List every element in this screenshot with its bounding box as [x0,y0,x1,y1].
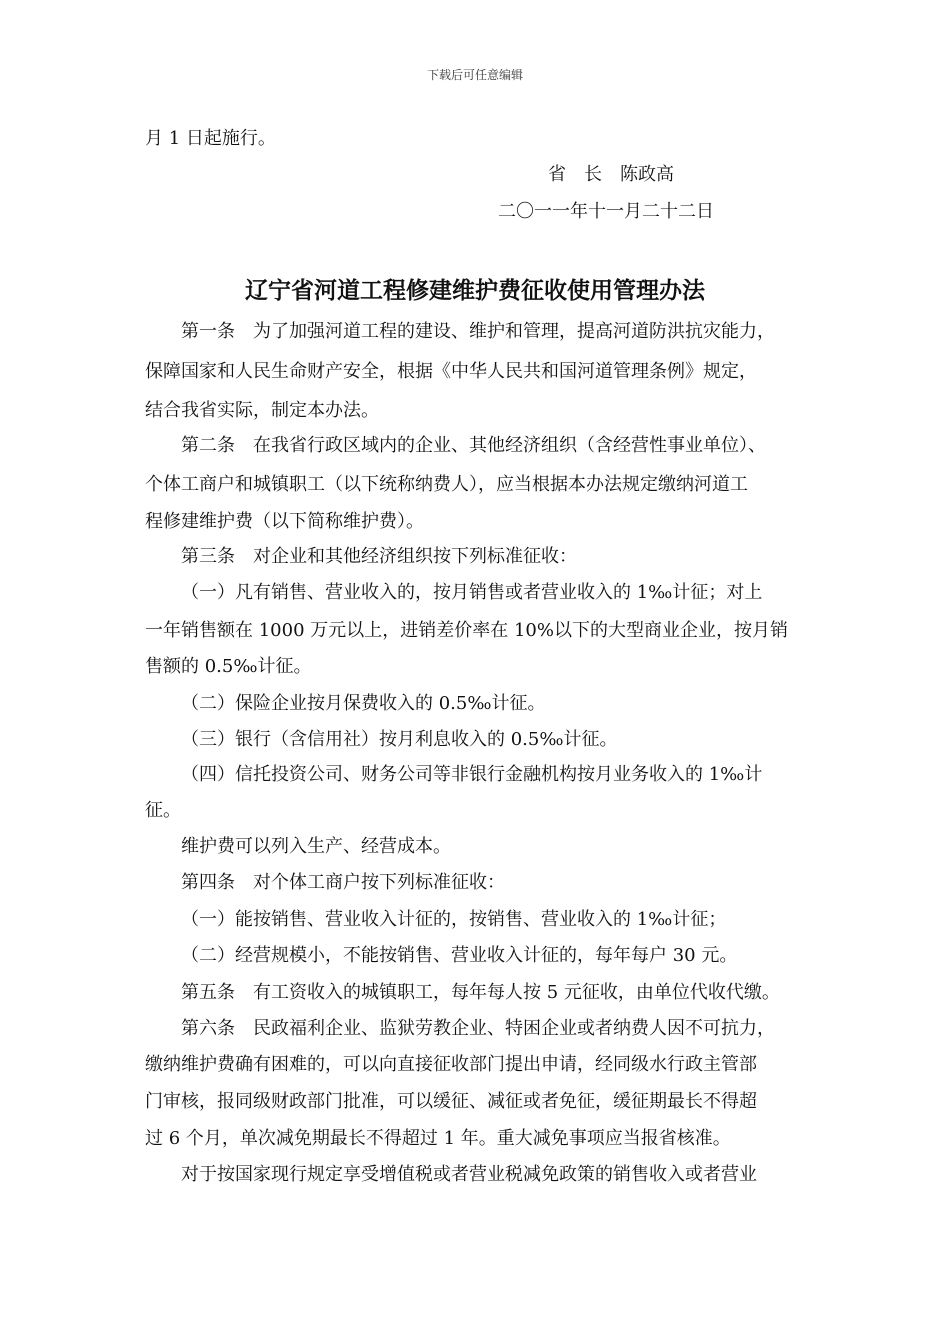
article-6-line-1: 第六条 民政福利企业、监狱劳教企业、特困企业或者纳费人因不可抗力， [181,1018,775,1039]
article-3-line-1: 第三条 对企业和其他经济组织按下列标准征收： [181,546,577,567]
document-title: 辽宁省河道工程修建维护费征收使用管理办法 [245,278,705,304]
date-line: 二〇一一年十一月二十二日 [498,201,714,222]
article-5: 第五条 有工资收入的城镇职工，每年每人按 5 元征收，由单位代收代缴。 [181,982,780,1003]
article-3-item-1-line-3: 售额的 0.5‰计征。 [145,656,312,677]
article-1-line-2: 保障国家和人民生命财产安全，根据《中华人民共和国河道管理条例》规定， [145,361,757,382]
article-3-item-1-line-1: （一）凡有销售、营业收入的，按月销售或者营业收入的 1‰计征；对上 [181,582,763,603]
article-3-item-1-line-2: 一年销售额在 1000 万元以上，进销差价率在 10%以下的大型商业企业，按月销 [145,620,788,641]
article-4-item-2: （二）经营规模小，不能按销售、营业收入计征的，每年每户 30 元。 [181,945,738,966]
article-4-line-1: 第四条 对个体工商户按下列标准征收： [181,872,505,893]
effective-date-line: 月 1 日起施行。 [145,128,276,149]
article-2-line-1: 第二条 在我省行政区域内的企业、其他经济组织（含经营性事业单位）、 [181,435,766,456]
cost-note: 维护费可以列入生产、经营成本。 [181,836,451,857]
article-2-line-3: 程修建维护费（以下简称维护费）。 [145,511,424,532]
article-4-item-1: （一）能按销售、营业收入计征的，按销售、营业收入的 1‰计征； [181,909,727,930]
article-2-line-2: 个体工商户和城镇职工（以下统称纳费人），应当根据本办法规定缴纳河道工 [145,474,748,495]
page-header-note: 下载后可任意编辑 [426,68,523,82]
article-1-line-1: 第一条 为了加强河道工程的建设、维护和管理，提高河道防洪抗灾能力， [181,321,775,342]
article-3-item-4-line-2: 征。 [145,800,181,821]
article-6-line-2: 缴纳维护费确有困难的，可以向直接征收部门提出申请，经同级水行政主管部 [145,1054,757,1075]
article-3-item-2: （二）保险企业按月保费收入的 0.5‰计征。 [181,693,546,714]
article-3-item-3: （三）银行（含信用社）按月利息收入的 0.5‰计征。 [181,729,618,750]
article-3-item-4-line-1: （四）信托投资公司、财务公司等非银行金融机构按月业务收入的 1‰计 [181,764,763,785]
signature-line: 省 长 陈政高 [548,164,674,185]
article-6-line-3: 门审核，报同级财政部门批准，可以缓征、减征或者免征，缓征期最长不得超 [145,1091,757,1112]
article-6-line-4: 过 6 个月，单次减免期最长不得超过 1 年。重大减免事项应当报省核准。 [145,1128,731,1149]
article-6-line-5: 对于按国家现行规定享受增值税或者营业税减免政策的销售收入或者营业 [181,1164,757,1185]
article-1-line-3: 结合我省实际，制定本办法。 [145,400,379,421]
